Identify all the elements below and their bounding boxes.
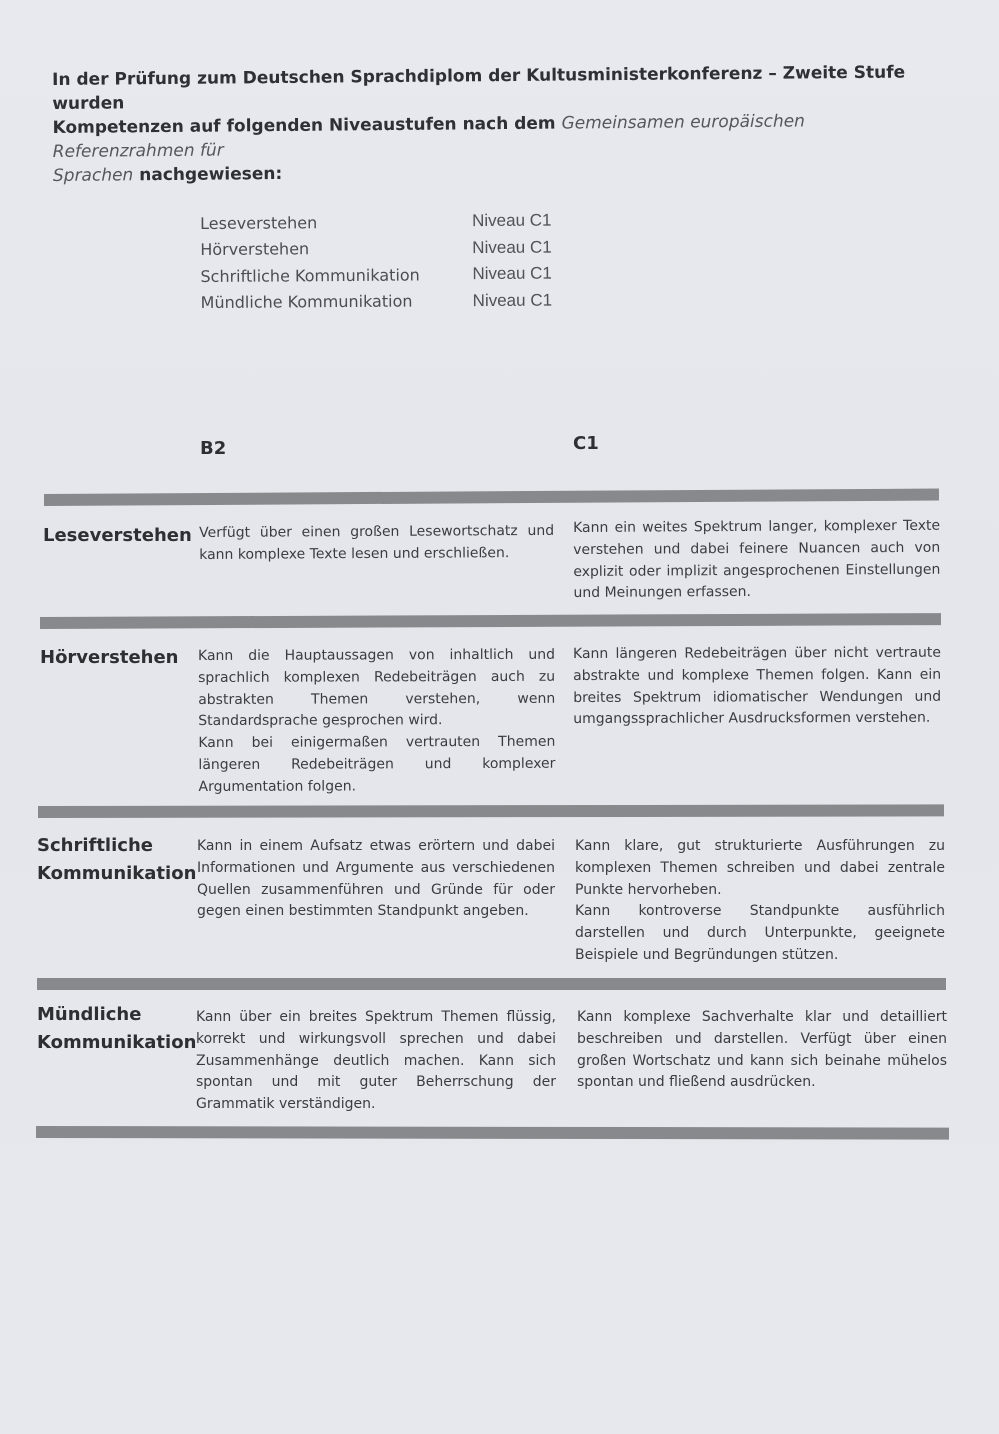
cell-paragraph: Kann ein weites Spektrum langer, komplexer Texte verstehen und dabei feinere Nuancen auch von explizit oder implizit angesprochenen Einstellungen und Meinungen erfassen. bbox=[573, 517, 941, 602]
level-summary-row bbox=[201, 287, 581, 316]
table-rule bbox=[40, 613, 941, 629]
table-rule bbox=[37, 978, 946, 990]
cell-paragraph: Kann längeren Redebeiträgen über nicht vertraute abstrakte und komplexe Themen folgen. Kann ein breites Spektrum idiomatischer Wendungen und umgangssprachlicher Ausdrucksformen verstehen. bbox=[573, 644, 942, 728]
cell-c1-muendliche-kommunikation bbox=[577, 1007, 947, 1094]
cell-b2-muendliche-kommunikation bbox=[196, 1007, 556, 1116]
cell-c1-hoerverstehen bbox=[573, 643, 941, 731]
cell-paragraph: Verfügt über einen großen Lesewortschatz und kann komplexe Texte lesen und erschließen. bbox=[199, 522, 555, 563]
level-summary-row bbox=[200, 260, 580, 289]
level-value: Niveau C1 bbox=[472, 210, 552, 231]
cell-paragraph: Kann klare, gut strukturierte Ausführungen zu komplexen Themen schreiben und dabei zentrale Punkte hervorheben. bbox=[575, 838, 945, 898]
cell-b2-schriftliche-kommunikation bbox=[197, 836, 555, 923]
intro-line-1: In der Prüfung zum Deutschen Sprachdiplom der Kultusministerkonferenz – Zweite Stufe wurden bbox=[52, 62, 906, 114]
row-label-line: Schriftliche bbox=[37, 835, 153, 856]
table-rule-bottom bbox=[36, 1126, 949, 1140]
intro-framework-name: Gemeinsamen europäischen Referenzrahmen für bbox=[52, 111, 806, 162]
intro-line-2 bbox=[52, 108, 932, 164]
cell-paragraph: Kann bei einigermaßen vertrauten Themen längeren Redebeiträgen und komplexer Argumentation folgen. bbox=[198, 733, 556, 795]
intro-paragraph bbox=[52, 60, 933, 188]
intro-line-3-end: nachgewiesen: bbox=[139, 163, 283, 186]
column-header-c1: C1 bbox=[573, 433, 599, 454]
intro-framework-name-end: Sprachen bbox=[52, 165, 134, 186]
cell-paragraph: Kann komplexe Sachverhalte klar und detailliert beschreiben und darstellen. Verfügt über einen großen Wortschatz und kann sich beinahe mühelos spontan und fließend ausdrücken. bbox=[577, 1009, 947, 1091]
cell-paragraph: Kann über ein breites Spektrum Themen flüssig, korrekt und wirkungsvoll sprechen und dabei Zusammenhänge deutlich machen. Kann sich spontan und mit guter Beherrschung der Grammatik verständigen. bbox=[196, 1009, 556, 1113]
row-label-hoerverstehen bbox=[40, 644, 179, 672]
row-label-line: Leseverstehen bbox=[43, 525, 192, 546]
cell-b2-hoerverstehen bbox=[198, 645, 556, 799]
column-header-b2: B2 bbox=[200, 438, 227, 459]
cell-c1-schriftliche-kommunikation bbox=[575, 836, 945, 967]
level-value: Niveau C1 bbox=[472, 263, 552, 284]
cell-b2-leseverstehen bbox=[199, 521, 554, 567]
level-summary-row bbox=[200, 234, 580, 263]
level-skill: Mündliche Kommunikation bbox=[200, 291, 413, 313]
row-label-line: Hörverstehen bbox=[40, 647, 179, 668]
cell-paragraph: Kann in einem Aufsatz etwas erörtern und dabei Informationen und Argumente aus verschiedenen Quellen zusammenführen und Gründe für oder gegen einen bestimmten Standpunkt angeben. bbox=[197, 838, 555, 920]
level-value: Niveau C1 bbox=[472, 290, 553, 310]
row-label-line: Kommunikation bbox=[37, 863, 197, 884]
row-label-line: Kommunikation bbox=[37, 1032, 197, 1053]
cell-paragraph: Kann die Hauptaussagen von inhaltlich und sprachlich komplexen Redebeiträgen auch zu abstrakten Themen verstehen, wenn Standardsprache gesprochen wird. bbox=[198, 646, 556, 730]
row-label-line: Mündliche bbox=[37, 1004, 142, 1025]
row-label-leseverstehen bbox=[43, 522, 192, 550]
level-skill: Leseverstehen bbox=[200, 212, 318, 233]
cell-c1-leseverstehen bbox=[573, 516, 941, 605]
level-summary-row bbox=[200, 207, 580, 236]
row-label-muendliche-kommunikation bbox=[37, 1001, 196, 1057]
row-label-schriftliche-kommunikation bbox=[37, 832, 196, 888]
table-rule bbox=[38, 804, 944, 818]
intro-line-2-start: Kompetenzen auf folgenden Niveaustufen nach dem bbox=[52, 113, 556, 138]
level-skill: Hörverstehen bbox=[200, 239, 310, 260]
cell-paragraph: Kann kontroverse Standpunkte ausführlich darstellen und durch Unterpunkte, geeignete Beispiele und Begründungen stützen. bbox=[575, 903, 945, 963]
level-summary-list bbox=[200, 207, 581, 316]
table-rule-top bbox=[44, 489, 939, 506]
level-value: Niveau C1 bbox=[472, 237, 552, 257]
level-skill: Schriftliche Kommunikation bbox=[200, 265, 420, 286]
